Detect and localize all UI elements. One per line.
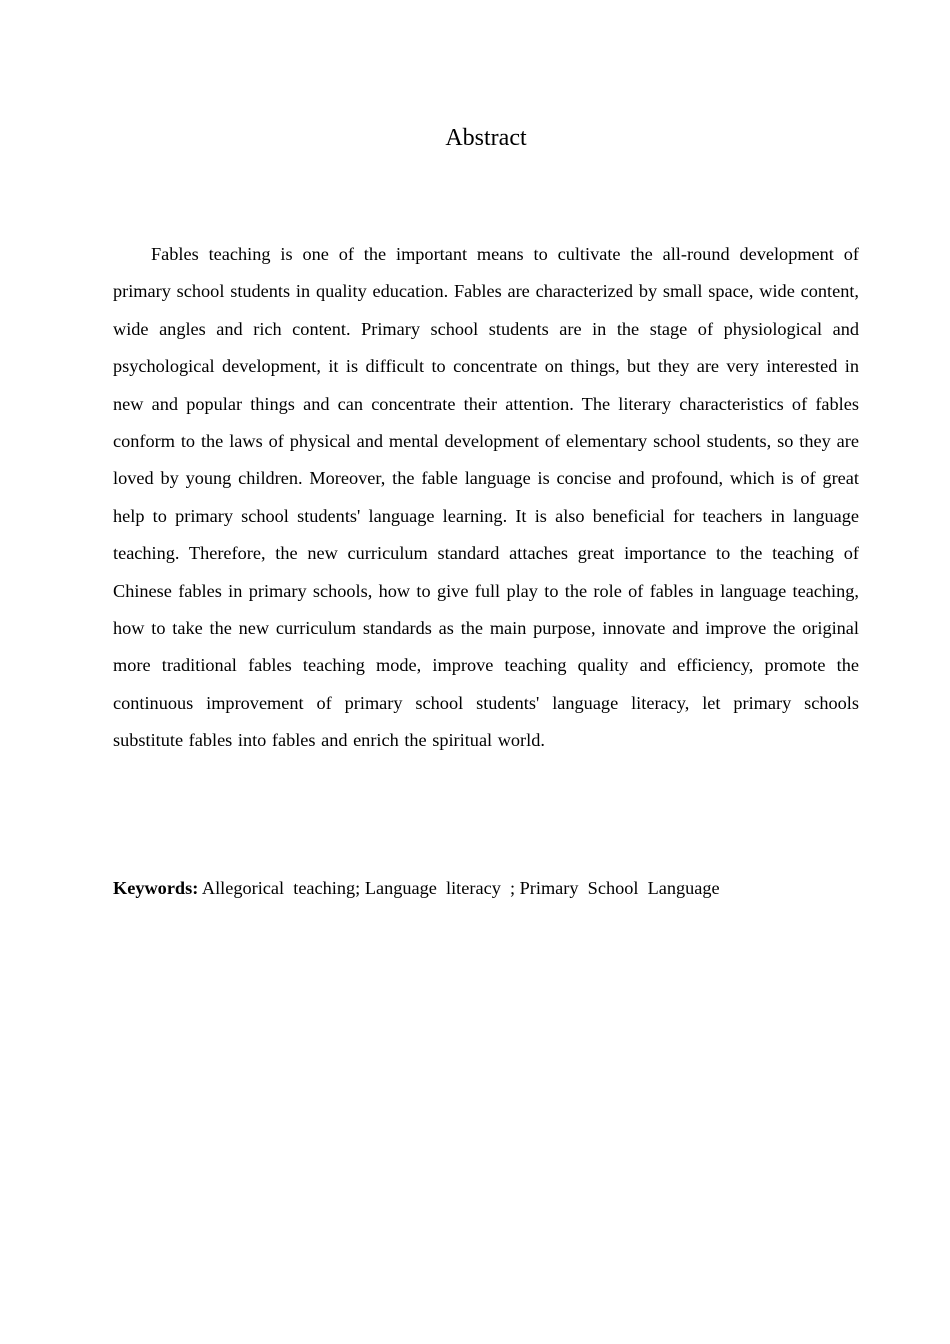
abstract-paragraph: Fables teaching is one of the important means to cultivate the all-round development of primary school students in quality education. Fables are characterized by small space, wide content, wide angles and rich content. Primary school students are in the stage of physiological and psychological development, it is difficult to concentrate on things, but they are very interested in new and popular things and can concentrate their attention. The literary characteristics of fables conform to the laws of physical and mental development of elementary school students, so they are loved by young children. Moreover, the fable language is concise and profound, which is of great help to primary school students' language learning. It is also beneficial for teachers in language teaching. Therefore, the new curriculum standard attaches great importance to the teaching of Chinese fables in primary schools, how to give full play to the role of fables in language teaching, how to take the new curriculum standards as the main purpose, innovate and improve the original more traditional fables teaching mode, improve teaching quality and efficiency, promote the continuous improvement of primary school students' language literacy, let primary schools substitute fables into fables and enrich the spiritual world. — [113, 244, 859, 751]
keywords-line — [113, 872, 859, 904]
keywords-text: Allegorical teaching; Language literacy ; Primary School Language — [198, 878, 720, 898]
keywords-label: Keywords: — [113, 878, 199, 898]
page-title: Abstract — [445, 125, 527, 151]
